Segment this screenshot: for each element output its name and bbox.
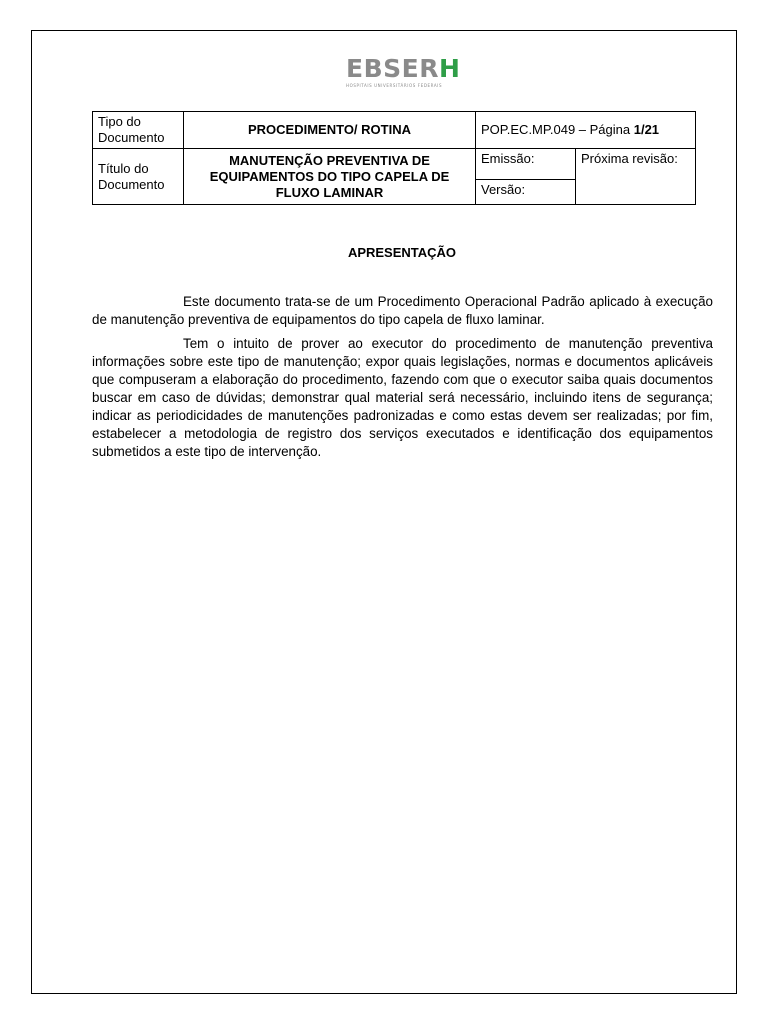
emissao-label: Emissão: bbox=[476, 149, 576, 180]
tipo-documento-value: PROCEDIMENTO/ ROTINA bbox=[184, 112, 476, 149]
ebserh-logo bbox=[346, 56, 462, 90]
page-number: 1/21 bbox=[633, 122, 660, 137]
document-header-table bbox=[92, 111, 696, 205]
proxima-revisao-label: Próxima revisão: bbox=[576, 149, 696, 205]
logo-tagline: HOSPITAIS UNIVERSITÁRIOS FEDERAIS bbox=[346, 83, 443, 88]
paragraph: Tem o intuito de prover ao executor do procedimento de manutenção preventiva informações sobre este tipo de manutenção; expor quais legislações, normas e documentos aplicáveis que compuseram a elaboração do procedimento, fazendo com que o executor saiba quais documentos buscar em caso de dúvidas; demonstrar qual material será necessário, incluindo itens de segurança; indicar as periodicidades de manutenções padronizadas e como estas devem ser realizadas; por fim, estabelecer a metodologia de registro dos serviços executados e identificação dos equipamentos submetidos a este tipo de intervenção. bbox=[92, 336, 713, 459]
tipo-documento-label: Tipo do Documento bbox=[93, 112, 184, 149]
document-code: POP.EC.MP.049 – Página bbox=[481, 122, 634, 137]
section-title: APRESENTAÇÃO bbox=[347, 245, 457, 260]
logo-main-text: EBSER bbox=[346, 54, 439, 83]
titulo-documento-label: Título do Documento bbox=[93, 149, 184, 205]
document-code-cell bbox=[476, 112, 696, 149]
titulo-documento-value: MANUTENÇÃO PREVENTIVA DE EQUIPAMENTOS DO TIPO CAPELA DE FLUXO LAMINAR bbox=[184, 149, 476, 205]
section-body bbox=[92, 293, 713, 467]
logo-accent-letter: H bbox=[438, 54, 461, 83]
versao-label: Versão: bbox=[476, 180, 576, 205]
paragraph: Este documento trata-se de um Procedimento Operacional Padrão aplicado à execução de manutenção preventiva de equipamentos do tipo capela de fluxo laminar. bbox=[92, 294, 713, 327]
logo-wordmark bbox=[346, 56, 462, 82]
